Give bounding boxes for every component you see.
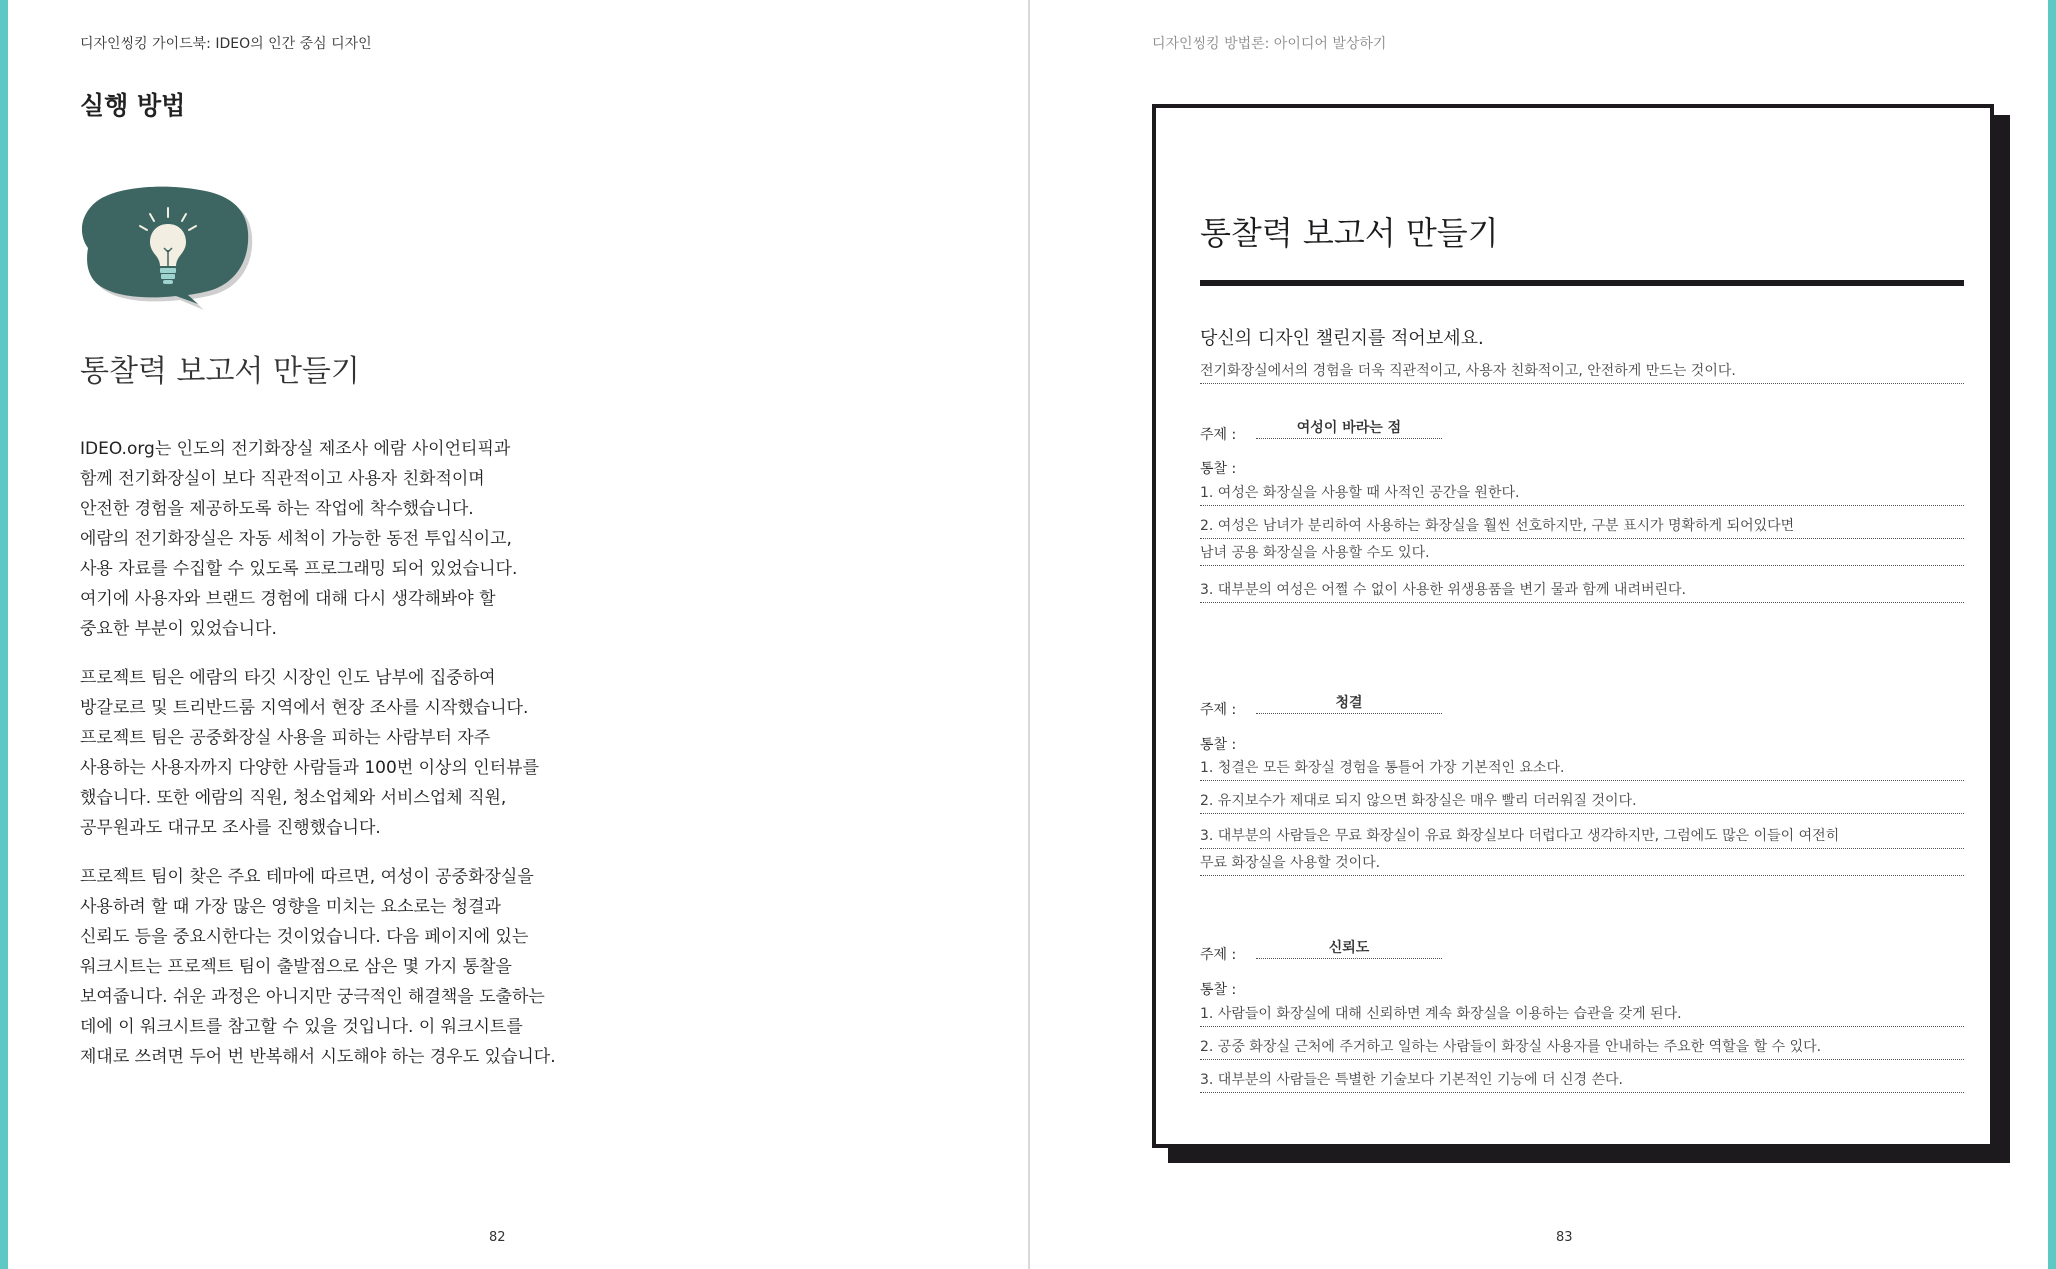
topic-value-1: 여성이 바라는 점 xyxy=(1256,418,1442,439)
insight-2-1: 1. 청결은 모든 화장실 경험을 통틀어 가장 기본적인 요소다. xyxy=(1200,757,1964,781)
topic-label: 주제 : xyxy=(1200,947,1237,963)
topic-value-3: 신뢰도 xyxy=(1256,938,1442,959)
worksheet-title: 통찰력 보고서 만들기 xyxy=(1200,214,1499,252)
insight-2-3: 3. 대부분의 사람들은 무료 화장실이 유료 화장실보다 더럽다고 생각하지만, 그럼에도 많은 이들이 여전히 xyxy=(1200,825,1964,849)
right-page-number: 83 xyxy=(1556,1230,1573,1245)
right-running-head: 디자인씽킹 방법론: 아이디어 발상하기 xyxy=(1152,36,1387,52)
lightbulb-icon xyxy=(80,186,256,310)
insight-2-2: 2. 유지보수가 제대로 되지 않으면 화장실은 매우 빨리 더러워질 것이다. xyxy=(1200,790,1964,814)
section-label: 실행 방법 xyxy=(80,91,186,120)
insight-1-1: 1. 여성은 화장실을 사용할 때 사적인 공간을 원한다. xyxy=(1200,482,1964,506)
insight-3-3: 3. 대부분의 사람들은 특별한 기술보다 기본적인 기능에 더 신경 쓴다. xyxy=(1200,1069,1964,1093)
left-edge-stripe xyxy=(0,0,8,1269)
left-page-number: 82 xyxy=(489,1230,506,1245)
insight-2-3-cont: 무료 화장실을 사용할 것이다. xyxy=(1200,852,1964,876)
insight-label: 통찰 : xyxy=(1200,461,1237,477)
body-text xyxy=(80,434,560,1091)
insight-3-1: 1. 사람들이 화장실에 대해 신뢰하면 계속 화장실을 이용하는 습관을 갖게 된다. xyxy=(1200,1003,1964,1027)
body-paragraph-2: 프로젝트 팀은 에람의 타깃 시장인 인도 남부에 집중하여 방갈로르 및 트리반드룸 지역에서 현장 조사를 시작했습니다. 프로젝트 팀은 공중화장실 사용을 피하는 사람부터 자주 사용하는 사용자까지 다양한 사람들과 100번 이상의 인터뷰를 했습니다. 또한 에람의 직원, 청소업체와 서비스업체 직원, 공무원과도 대규모 조사를 진행했습니다. xyxy=(80,668,539,838)
body-paragraph-1: IDEO.org는 인도의 전기화장실 제조사 에람 사이언티픽과 함께 전기화장실이 보다 직관적이고 사용자 친화적이며 안전한 경험을 제공하도록 하는 작업에 착수했습니다. 에람의 전기화장실은 자동 세척이 가능한 동전 투입식이고, 사용 자료를 수집할 수 있도록 프로그래밍 되어 있었습니다. 여기에 사용자와 브랜드 경험에 대해 다시 생각해봐야 할 중요한 부분이 있었습니다. xyxy=(80,439,518,639)
insight-label: 통찰 : xyxy=(1200,982,1237,998)
left-page-title: 통찰력 보고서 만들기 xyxy=(80,354,360,389)
insight-label: 통찰 : xyxy=(1200,737,1237,753)
challenge-answer: 전기화장실에서의 경험을 더욱 직관적이고, 사용자 친화적이고, 안전하게 만드는 것이다. xyxy=(1200,360,1964,384)
topic-label: 주제 : xyxy=(1200,702,1237,718)
topic-label: 주제 : xyxy=(1200,427,1237,443)
insight-1-2: 2. 여성은 남녀가 분리하여 사용하는 화장실을 훨씬 선호하지만, 구분 표시가 명확하게 되어있다면 xyxy=(1200,515,1964,539)
topic-value-2: 청결 xyxy=(1256,693,1442,714)
insight-3-2: 2. 공중 화장실 근처에 주거하고 일하는 사람들이 화장실 사용자를 안내하는 주요한 역할을 할 수 있다. xyxy=(1200,1036,1964,1060)
insight-1-2-cont: 남녀 공용 화장실을 사용할 수도 있다. xyxy=(1200,542,1964,566)
right-edge-stripe xyxy=(2048,0,2056,1269)
challenge-prompt: 당신의 디자인 챌린지를 적어보세요. xyxy=(1200,328,1484,349)
insight-1-3: 3. 대부분의 여성은 어쩔 수 없이 사용한 위생용품을 변기 물과 함께 내려버린다. xyxy=(1200,579,1964,603)
book-spine xyxy=(1028,0,1030,1269)
body-paragraph-3: 프로젝트 팀이 찾은 주요 테마에 따르면, 여성이 공중화장실을 사용하려 할 때 가장 많은 영향을 미치는 요소로는 청결과 신뢰도 등을 중요시한다는 것이었습니다. 다음 페이지에 있는 워크시트는 프로젝트 팀이 출발점으로 삼은 몇 가지 통찰을 보여줍니다. 쉬운 과정은 아니지만 궁극적인 해결책을 도출하는 데에 이 워크시트를 참고할 수 있을 것입니다. 이 워크시트를 제대로 쓰려면 두어 번 반복해서 시도해야 하는 경우도 있습니다. xyxy=(80,867,556,1067)
left-running-head: 디자인씽킹 가이드북: IDEO의 인간 중심 디자인 xyxy=(80,36,372,52)
worksheet xyxy=(1152,104,1994,1148)
worksheet-title-rule xyxy=(1200,280,1964,286)
